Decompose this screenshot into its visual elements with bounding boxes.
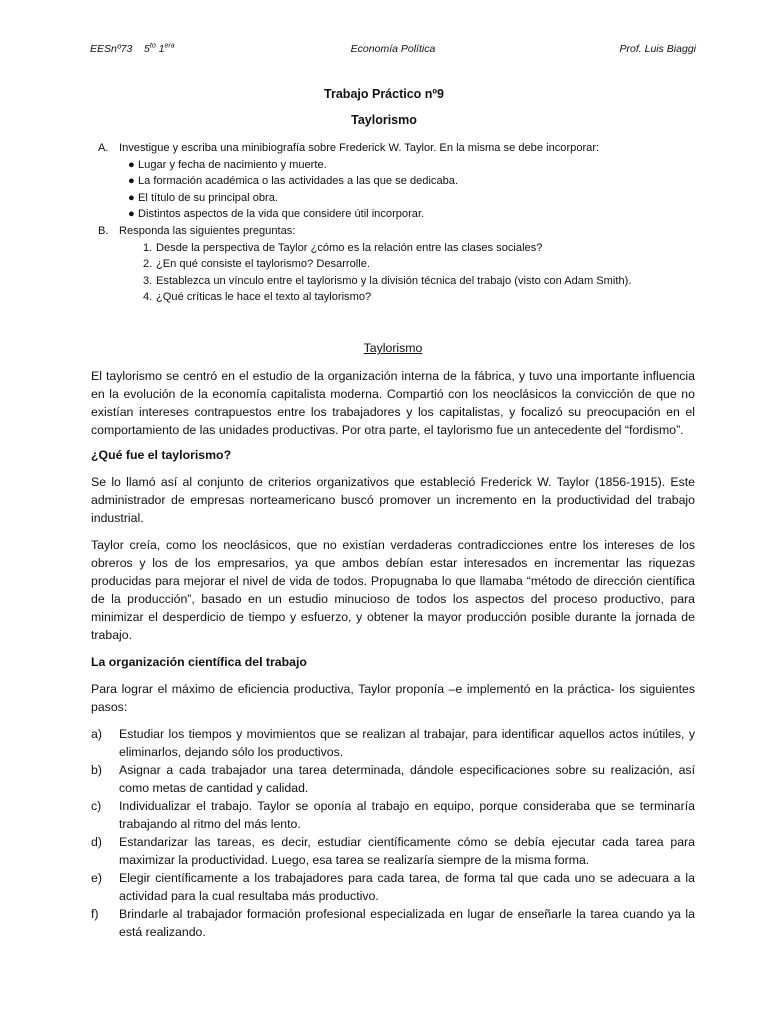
- step-label: b): [91, 763, 102, 777]
- question-number: 2.: [143, 258, 153, 271]
- steps-list: [91, 725, 695, 941]
- list-item: [91, 761, 695, 797]
- teacher-name: Prof. Luis Biaggi: [619, 43, 696, 55]
- course-suffix: to: [149, 42, 156, 50]
- question-item: [143, 273, 698, 290]
- step-label: f): [91, 907, 99, 921]
- task-label: B.: [98, 224, 109, 237]
- step-text: Estudiar los tiempos y movimientos que se realizan al trabajar, para identificar aquellos actos inútiles, y eliminarlos, dejando sólo los productivos.: [119, 727, 695, 759]
- question-number: 4.: [143, 291, 153, 304]
- article-body: [91, 367, 695, 941]
- question-item: [143, 289, 698, 306]
- paragraph-3: Para lograr el máximo de eficiencia productiva, Taylor proponía –e implementó en la práctica- los siguientes pasos:: [91, 682, 695, 714]
- list-item: [91, 833, 695, 869]
- task-bullet: [128, 206, 698, 223]
- document-title: Trabajo Práctico nº9: [324, 87, 444, 101]
- list-item: [91, 905, 695, 941]
- step-label: d): [91, 835, 102, 849]
- school-code: EESnº73: [90, 43, 133, 55]
- paragraph-2: Taylor creía, como los neoclásicos, que no existían verdaderas contradicciones entre los intereses de los obreros y los de los empresarios, ya que ambos debían estar interesados en incrementar las riquezas producidas para mejorar el nivel de vida de todos. Propugnaba lo que llamaba “método de dirección científica de la producción”, basado en un estudio minucioso de todos los aspectos del proceso productivo, para minimizar el desperdicio de tiempo y esfuerzo, y obtener la mayor producción posible durante la jornada de trabajo.: [91, 538, 695, 642]
- section-title: Taylorismo: [363, 341, 423, 355]
- course-number: 5: [144, 43, 150, 55]
- question-text: ¿Qué críticas le hace el texto al taylorismo?: [156, 291, 372, 304]
- step-label: c): [91, 799, 102, 813]
- step-text: Estandarizar las tareas, es decir, estudiar científicamente cómo se debía ejecutar cada tarea para maximizar la productividad. Luego, esa tarea se realizaría siempre de la misma forma.: [119, 835, 695, 867]
- question-number: 1.: [143, 241, 153, 254]
- task-bullet: [128, 157, 698, 174]
- list-item: [91, 797, 695, 833]
- task-text: Responda las siguientes preguntas:: [119, 224, 296, 237]
- step-label: a): [91, 727, 102, 741]
- list-item: [91, 725, 695, 761]
- intro-paragraph: El taylorismo se centró en el estudio de la organización interna de la fábrica, y tuvo una importante influencia en la evolución de la economía capitalista moderna. Compartió con los neoclásicos la convicción de que no existían intereses contrapuestos entre los trabajadores y los capitalistas, y focalizó su preocupación en el comportamiento de las unidades productivas. Por otra parte, el taylorismo fue un antecedente del “fordismo”.: [91, 369, 695, 437]
- question-text: Establezca un vínculo entre el taylorismo y la división técnica del trabajo (visto con Adam Smith).: [156, 274, 632, 287]
- list-item: [91, 869, 695, 905]
- step-label: e): [91, 871, 102, 885]
- step-text: Brindarle al trabajador formación profesional especializada en lugar de enseñarle la tarea cuando ya la está realizando.: [119, 907, 695, 939]
- document-subtitle: Taylorismo: [351, 113, 417, 127]
- question-item: [143, 256, 698, 273]
- bullet-icon: ●: [128, 208, 135, 221]
- bullet-text: El título de su principal obra.: [138, 191, 278, 204]
- task-list: [98, 140, 698, 306]
- task-text: Investigue y escriba una minibiografía sobre Frederick W. Taylor. En la misma se debe incorporar:: [119, 142, 600, 154]
- question-item: [143, 240, 698, 257]
- question-text: Desde la perspectiva de Taylor ¿cómo es la relación entre las clases sociales?: [156, 241, 543, 254]
- bullet-icon: ●: [128, 191, 135, 204]
- question-number: 3.: [143, 274, 153, 287]
- question-text: ¿En qué consiste el taylorismo? Desarrolle.: [156, 258, 370, 271]
- paragraph-1: Se lo llamó así al conjunto de criterios organizativos que estableció Frederick W. Taylor (1856-1915). Este administrador de empresas norteamericano buscó promover un incremento en la productividad del trabajo industrial.: [91, 475, 695, 525]
- heading-scientific-org: La organización científica del trabajo: [91, 655, 307, 669]
- step-text: Elegir científicamente a los trabajadores para cada tarea, de forma tal que cada uno se adecuara a la actividad para la cual resultaba más productivo.: [119, 871, 695, 903]
- task-a: [98, 140, 698, 157]
- bullet-icon: ●: [128, 175, 135, 188]
- heading-what-was: ¿Qué fue el taylorismo?: [91, 448, 232, 462]
- bullet-text: Distintos aspectos de la vida que considere útil incorporar.: [138, 208, 425, 221]
- bullet-text: Lugar y fecha de nacimiento y muerte.: [138, 158, 327, 171]
- page-header: [90, 43, 696, 59]
- division-number: 1: [158, 43, 165, 55]
- bullet-text: La formación académica o las actividades a las que se dedicaba.: [138, 175, 459, 188]
- task-bullet: [128, 173, 698, 190]
- task-bullet: [128, 190, 698, 207]
- step-text: Asignar a cada trabajador una tarea determinada, dándole especificaciones sobre su realización, así como metas de cantidad y calidad.: [119, 763, 695, 795]
- division-suffix: era: [164, 42, 175, 50]
- bullet-icon: ●: [128, 158, 135, 171]
- task-label: A.: [98, 142, 109, 154]
- task-b: [98, 223, 698, 240]
- subject-name: Economía Política: [350, 43, 436, 55]
- step-text: Individualizar el trabajo. Taylor se oponía al trabajo en equipo, porque consideraba que se terminaría trabajando al ritmo del más lento.: [119, 799, 695, 831]
